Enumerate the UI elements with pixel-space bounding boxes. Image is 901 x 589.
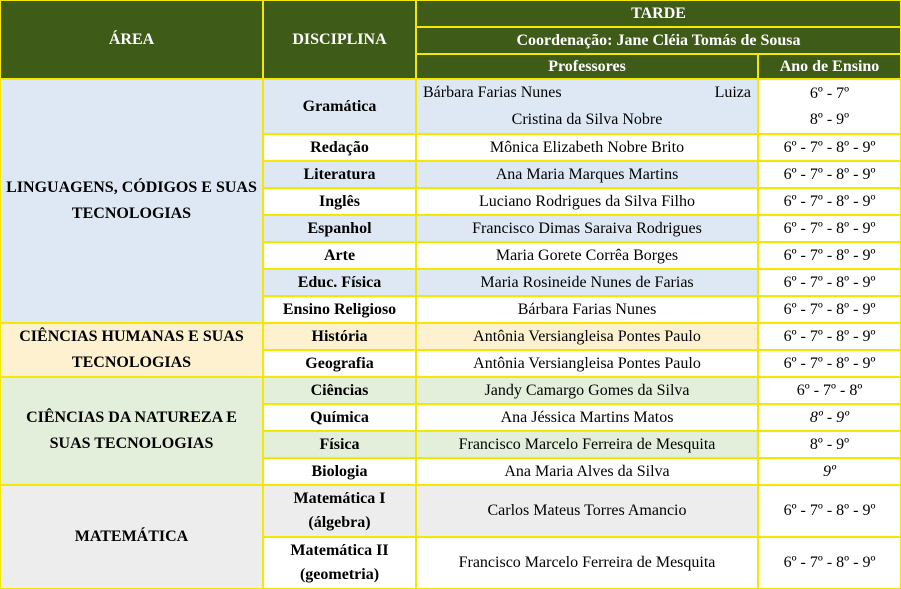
disciplina-redacao: Redação <box>263 134 416 161</box>
area-linguagens: LINGUAGENS, CÓDIGOS E SUAS TECNOLOGIAS <box>0 79 263 323</box>
header-disciplina: DISCIPLINA <box>263 0 416 79</box>
ano-gramatica <box>758 79 901 134</box>
ano-historia: 6º - 7º - 8º - 9º <box>758 323 901 350</box>
professor-gramatica-b: Cristina da Silva Nobre <box>511 111 663 128</box>
disciplina-matematica-1: Matemática I (álgebra) <box>263 485 416 537</box>
header-turno: TARDE <box>416 0 901 27</box>
ano-literatura: 6º - 7º - 8º - 9º <box>758 161 901 188</box>
professor-ingles: Luciano Rodrigues da Silva Filho <box>416 188 758 215</box>
disciplina-educ-fisica: Educ. Física <box>263 269 416 296</box>
disciplina-quimica: Química <box>263 404 416 431</box>
header-professores: Professores <box>416 54 758 79</box>
ano-ciencias: 6º - 7º - 8º <box>758 377 901 404</box>
professor-gramatica-a: Bárbara Farias Nunes <box>423 84 562 101</box>
professor-literatura: Ana Maria Marques Martins <box>416 161 758 188</box>
ano-matematica-1: 6º - 7º - 8º - 9º <box>758 485 901 537</box>
area-matematica: MATEMÁTICA <box>0 485 263 589</box>
ano-redacao: 6º - 7º - 8º - 9º <box>758 134 901 161</box>
professor-gramatica-a-extra: Luiza <box>714 84 751 101</box>
area-humanas: CIÊNCIAS HUMANAS E SUAS TECNOLOGIAS <box>0 323 263 377</box>
professor-espanhol: Francisco Dimas Saraiva Rodrigues <box>416 215 758 242</box>
ano-gramatica-a: 6º - 7º <box>809 84 850 102</box>
professor-fisica: Francisco Marcelo Ferreira de Mesquita <box>416 431 758 458</box>
professor-matematica-1: Carlos Mateus Torres Amancio <box>416 485 758 537</box>
header-area: ÁREA <box>0 0 263 79</box>
professor-redacao: Mônica Elizabeth Nobre Brito <box>416 134 758 161</box>
ano-arte: 6º - 7º - 8º - 9º <box>758 242 901 269</box>
ano-geografia: 6º - 7º - 8º - 9º <box>758 350 901 377</box>
disciplina-matematica-2: Matemática II (geometria) <box>263 537 416 589</box>
professor-matematica-2: Francisco Marcelo Ferreira de Mesquita <box>416 537 758 589</box>
professor-ciencias: Jandy Camargo Gomes da Silva <box>416 377 758 404</box>
disciplina-literatura: Literatura <box>263 161 416 188</box>
professor-quimica: Ana Jéssica Martins Matos <box>416 404 758 431</box>
disciplina-ciencias: Ciências <box>263 377 416 404</box>
ano-fisica: 8º - 9º <box>758 431 901 458</box>
ano-quimica: 8º - 9º <box>758 404 901 431</box>
ano-ensino-religioso: 6º - 7º - 8º - 9º <box>758 296 901 323</box>
ano-educ-fisica: 6º - 7º - 8º - 9º <box>758 269 901 296</box>
professor-ensino-religioso: Bárbara Farias Nunes <box>416 296 758 323</box>
professor-biologia: Ana Maria Alves da Silva <box>416 458 758 485</box>
professor-educ-fisica: Maria Rosineide Nunes de Farias <box>416 269 758 296</box>
ano-gramatica-b: 8º - 9º <box>809 110 850 128</box>
disciplina-ingles: Inglês <box>263 188 416 215</box>
ano-ingles: 6º - 7º - 8º - 9º <box>758 188 901 215</box>
disciplina-biologia: Biologia <box>263 458 416 485</box>
professor-arte: Maria Gorete Corrêa Borges <box>416 242 758 269</box>
ano-biologia: 9º <box>758 458 901 485</box>
professor-historia: Antônia Versiangleisa Pontes Paulo <box>416 323 758 350</box>
professor-gramatica <box>416 79 758 134</box>
disciplina-espanhol: Espanhol <box>263 215 416 242</box>
disciplina-arte: Arte <box>263 242 416 269</box>
ano-espanhol: 6º - 7º - 8º - 9º <box>758 215 901 242</box>
disciplina-gramatica: Gramática <box>263 79 416 134</box>
ano-matematica-2: 6º - 7º - 8º - 9º <box>758 537 901 589</box>
disciplina-geografia: Geografia <box>263 350 416 377</box>
header-ano: Ano de Ensino <box>758 54 901 79</box>
disciplina-historia: História <box>263 323 416 350</box>
disciplina-ensino-religioso: Ensino Religioso <box>263 296 416 323</box>
area-natureza: CIÊNCIAS DA NATUREZA E SUAS TECNOLOGIAS <box>0 377 263 485</box>
disciplina-fisica: Física <box>263 431 416 458</box>
header-coordenacao: Coordenação: Jane Cléia Tomás de Sousa <box>416 27 901 54</box>
professor-geografia: Antônia Versiangleisa Pontes Paulo <box>416 350 758 377</box>
